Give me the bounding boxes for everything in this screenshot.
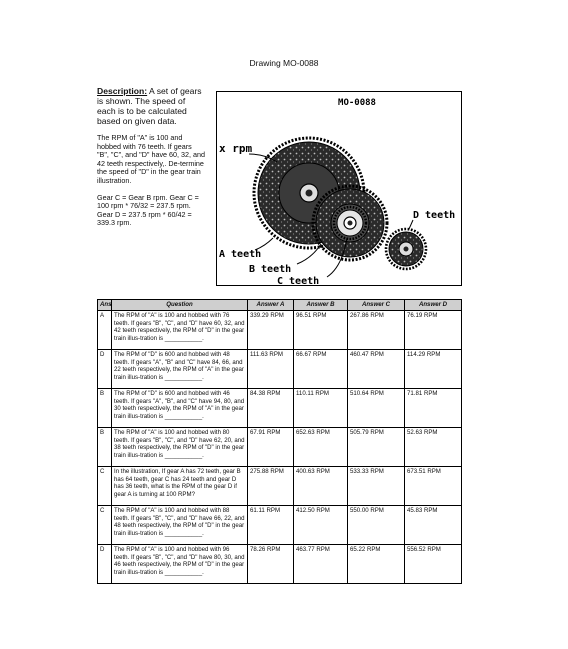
description-lead: [97, 86, 205, 126]
question-text: The RPM of "A" is 100 and hobbed with 96 teeth. If gears "B", "C", and "D" have 80, 30, and 46 teeth respectively, the RPM of "D" in the gear train illus-tration is ___________.: [112, 545, 248, 584]
answer-a-cell: 111.63 RPM: [248, 350, 294, 389]
answer-c-cell: 65.22 RPM: [348, 545, 405, 584]
table-row: [98, 389, 462, 428]
answer-c-cell: 533.33 RPM: [348, 467, 405, 506]
table-header-row: [98, 300, 462, 311]
answer-d-cell: 71.81 RPM: [405, 389, 462, 428]
drawing-number: MO-0088: [338, 98, 376, 108]
answer-d-cell: 556.52 RPM: [405, 545, 462, 584]
answer-a-cell: 275.88 RPM: [248, 467, 294, 506]
col-header-question: Question: [112, 300, 248, 311]
answer-c-cell: 510.64 RPM: [348, 389, 405, 428]
answer-key: B: [98, 428, 112, 467]
answer-b-cell: 463.77 RPM: [294, 545, 348, 584]
description-heading: Description:: [97, 86, 148, 96]
question-text: In the illustration, If gear A has 72 teeth, gear B has 64 teeth, gear C has 24 teeth and gear D has 36 teeth, what is the RPM of the gear D if gear A is turning at 100 RPM?: [112, 467, 248, 506]
col-header-answer-a: Answer A: [248, 300, 294, 311]
answer-b-cell: 96.51 RPM: [294, 311, 348, 350]
table-row: [98, 311, 462, 350]
gear-train-drawing: [217, 92, 463, 287]
question-text: The RPM of "A" is 100 and hobbed with 88 teeth. If gears "B", "C", and "D" have 66, 22, and 48 teeth respectively, the RPM of "D" in the gear train illus-tration is ___________.: [112, 506, 248, 545]
answer-key: D: [98, 545, 112, 584]
answer-d-cell: 114.29 RPM: [405, 350, 462, 389]
answer-c-cell: 505.79 RPM: [348, 428, 405, 467]
answer-a-cell: 61.11 RPM: [248, 506, 294, 545]
answer-a-cell: 78.26 RPM: [248, 545, 294, 584]
answer-b-cell: 400.63 RPM: [294, 467, 348, 506]
answer-key: B: [98, 389, 112, 428]
question-text: The RPM of "D" is 600 and hobbed with 48 teeth. If gears "A", "B" and "C" have 84, 66, and 22 teeth respectively, the RPM of "A" in the gear train illus-tration is ___________.: [112, 350, 248, 389]
table-row: [98, 350, 462, 389]
question-text: The RPM of "A" is 100 and hobbed with 76 teeth. If gears "B", "C", and "D" have 60, 32, and 42 teeth respectively, the RPM of "D" in the gear train illus-tration is ___________.: [112, 311, 248, 350]
gear-d: [386, 229, 426, 269]
col-header-ans: Ans: [98, 300, 112, 311]
question-table: [97, 299, 462, 584]
label-x-rpm: x rpm: [219, 142, 253, 155]
label-b-teeth: B teeth: [249, 264, 292, 275]
answer-d-cell: 52.63 RPM: [405, 428, 462, 467]
col-header-answer-b: Answer B: [294, 300, 348, 311]
description-block: [97, 86, 205, 236]
question-text: The RPM of "A" is 100 and hobbed with 80 teeth. If gears "B", "C", and "D" have 62, 20, and 38 teeth respectively, the RPM of "D" in the gear train illus-tration is ___________.: [112, 428, 248, 467]
answer-a-cell: 84.38 RPM: [248, 389, 294, 428]
answer-c-cell: 267.86 RPM: [348, 311, 405, 350]
page-title: Drawing MO-0088: [249, 58, 319, 68]
answer-a-cell: 339.29 RPM: [248, 311, 294, 350]
table-row: [98, 545, 462, 584]
answer-d-cell: 673.51 RPM: [405, 467, 462, 506]
answer-b-cell: 110.11 RPM: [294, 389, 348, 428]
d-teeth-leader: [409, 220, 413, 229]
answer-b-cell: 412.50 RPM: [294, 506, 348, 545]
col-header-answer-d: Answer D: [405, 300, 462, 311]
answer-c-cell: 550.00 RPM: [348, 506, 405, 545]
answer-d-cell: 76.19 RPM: [405, 311, 462, 350]
answer-key: C: [98, 506, 112, 545]
label-d-teeth: D teeth: [413, 210, 456, 221]
col-header-answer-c: Answer C: [348, 300, 405, 311]
label-a-teeth: A teeth: [219, 249, 262, 260]
description-para-2: Gear C = Gear B rpm. Gear C = 100 rpm * 76/32 = 237.5 rpm. Gear D = 237.5 rpm * 60/42 = 339.3 rpm.: [97, 192, 199, 228]
question-text: The RPM of "D" is 600 and hobbed with 46 teeth. If gears "A", "B", and "C" have 94, 80, and 30 teeth respectively, the RPM of "A" in the gear train illus-tration is ___________.: [112, 389, 248, 428]
gear-train-figure: [216, 91, 462, 286]
table-row: [98, 506, 462, 545]
label-c-teeth: C teeth: [277, 276, 320, 287]
answer-b-cell: 652.63 RPM: [294, 428, 348, 467]
table-row: [98, 467, 462, 506]
answer-d-cell: 45.83 RPM: [405, 506, 462, 545]
answer-c-cell: 460.47 RPM: [348, 350, 405, 389]
answer-a-cell: 67.91 RPM: [248, 428, 294, 467]
answer-key: A: [98, 311, 112, 350]
answer-b-cell: 66.67 RPM: [294, 350, 348, 389]
answer-key: D: [98, 350, 112, 389]
table-row: [98, 428, 462, 467]
description-para-1: The RPM of "A" is 100 and hobbed with 76 teeth. If gears "B", "C", and "D" have 60, 32, and 42 teeth respectively,. De-termine the speed of "D" in the gear train illustration.: [97, 133, 206, 185]
description-lead-text: A set of gears is shown. The speed of each is to be calculated based on given data.: [97, 86, 202, 126]
answer-key: C: [98, 467, 112, 506]
